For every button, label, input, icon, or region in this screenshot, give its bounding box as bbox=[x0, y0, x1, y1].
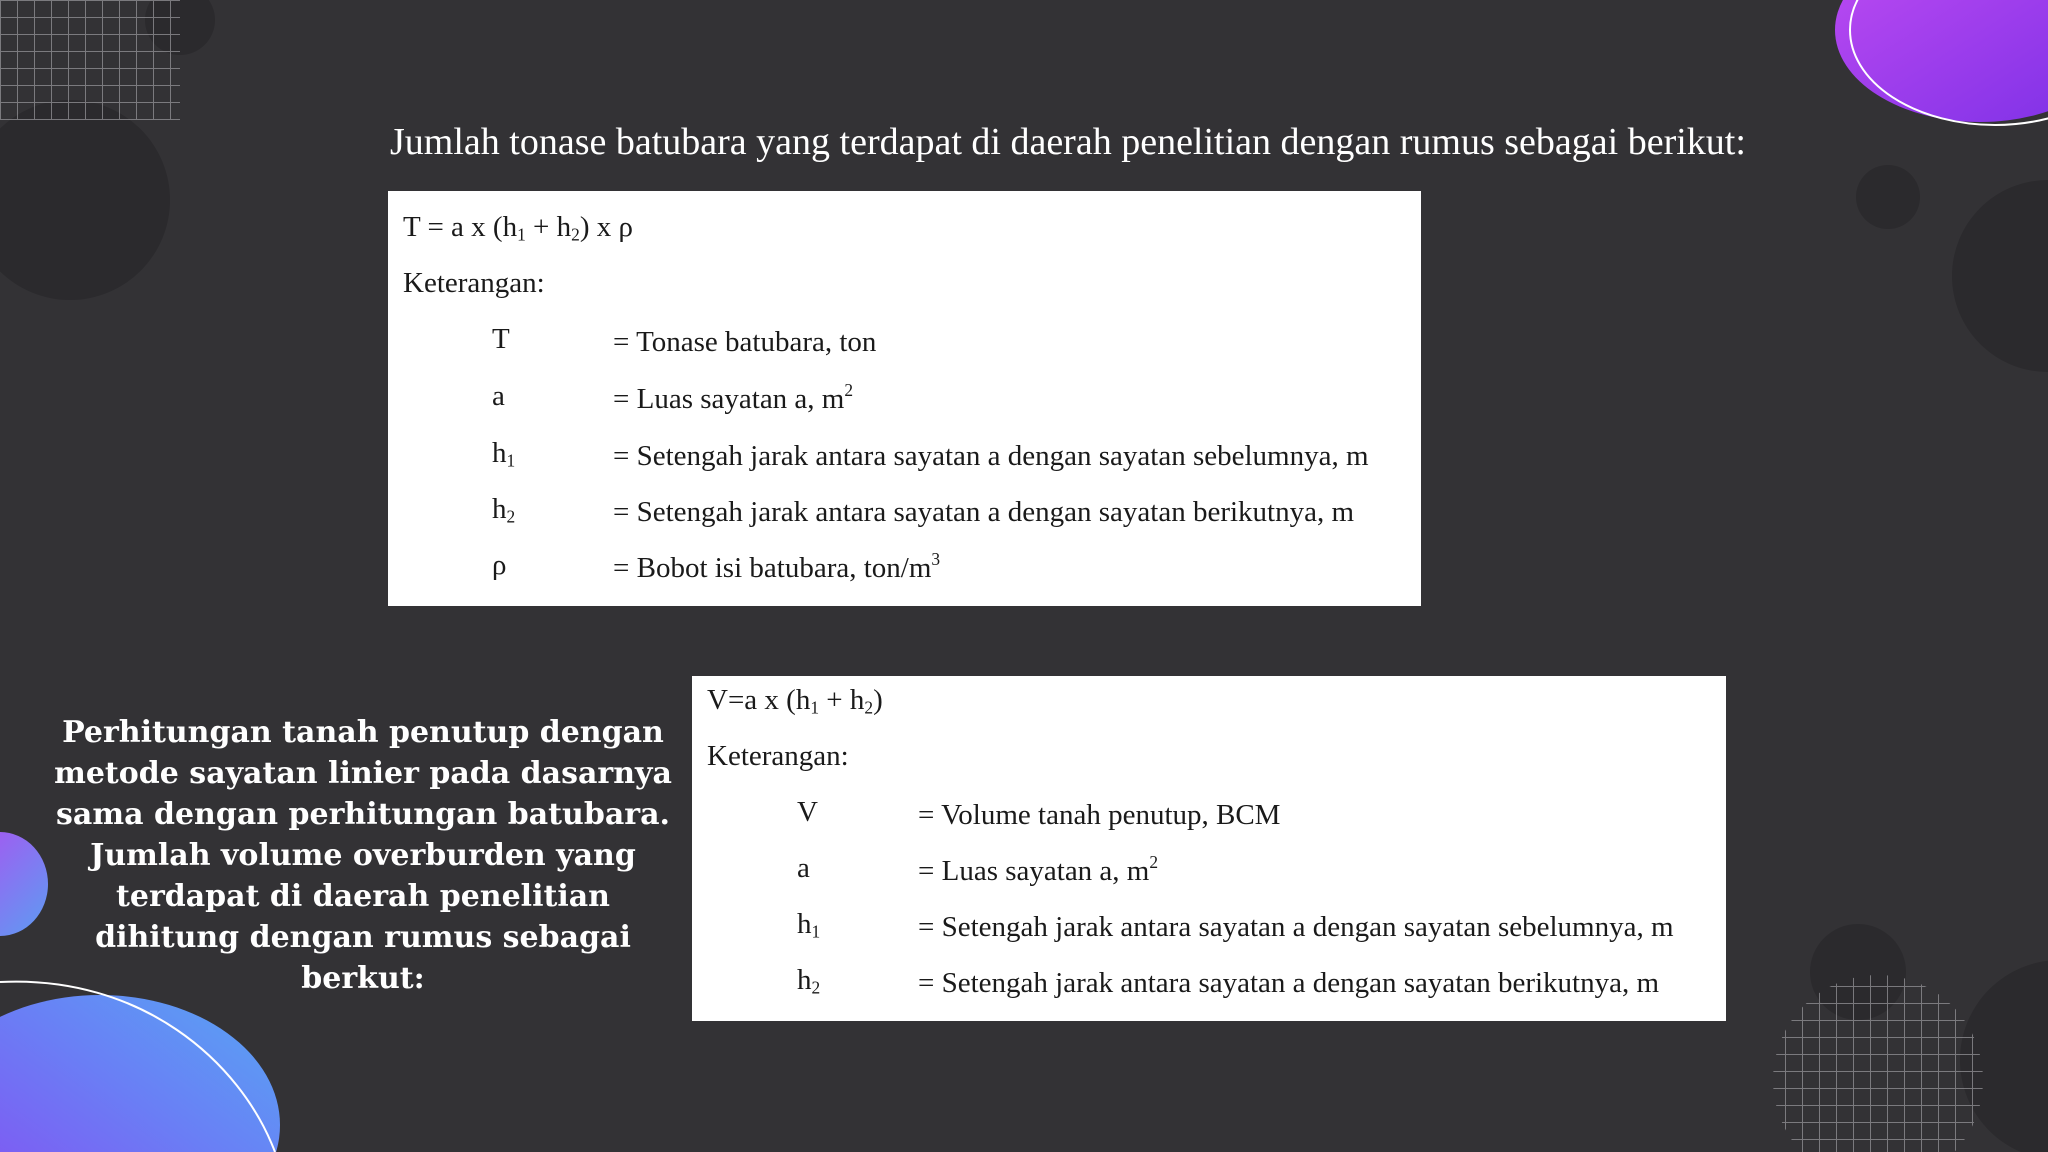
legend-definition: = Luas sayatan a, $m^2$ bbox=[918, 852, 1159, 888]
gradient-blob-decoration bbox=[0, 832, 48, 936]
coal-tonnage-formula-box bbox=[388, 191, 1421, 606]
dark-circle-decoration bbox=[1952, 180, 2048, 372]
tonnage-formula: T = a x $(h_1 + h_2)$ x ρ bbox=[403, 211, 633, 245]
legend-definition: = Luas sayatan a, $m^2$ bbox=[613, 380, 854, 416]
legend-definition: = Setengah jarak antara sayatan a dengan sayatan sebelumnya, m bbox=[918, 911, 1674, 944]
legend-symbol: $h_1$ bbox=[797, 908, 821, 942]
overburden-description: Perhitungan tanah penutup dengan metode sayatan linier pada dasarnya sama dengan perhitungan batubara. Jumlah volume overburden yang terdapat di daerah penelitian dihitung dengan rumus sebagai berkut: bbox=[54, 715, 672, 996]
legend-definition: = Volume tanah penutup, BCM bbox=[918, 799, 1281, 832]
legend-symbol: $h_1$ bbox=[492, 437, 516, 471]
legend-definition: = Setengah jarak antara sayatan a dengan sayatan sebelumnya, m bbox=[613, 440, 1369, 473]
legend-symbol: a bbox=[797, 852, 810, 884]
keterangan-label: Keterangan: bbox=[403, 267, 545, 299]
legend-definition: = Tonase batubara, ton bbox=[613, 326, 877, 359]
legend-symbol: $h_2$ bbox=[797, 964, 821, 998]
overburden-volume-formula-box bbox=[692, 676, 1726, 1021]
legend-symbol: V bbox=[797, 796, 818, 828]
grid-pattern-decoration bbox=[1773, 975, 1983, 1152]
volume-formula: V=a x $(h_1 + h_2)$ bbox=[707, 684, 883, 718]
legend-definition: = Bobot isi batubara, ton/$m^3$ bbox=[613, 549, 941, 585]
gradient-blob-decoration bbox=[0, 995, 280, 1152]
legend-symbol: a bbox=[492, 380, 505, 412]
dark-circle-decoration bbox=[0, 100, 170, 300]
dark-circle-decoration bbox=[1856, 165, 1920, 229]
legend-definition: = Setengah jarak antara sayatan a dengan sayatan berikutnya, m bbox=[918, 967, 1660, 1000]
keterangan-label: Keterangan: bbox=[707, 740, 849, 772]
legend-symbol: $h_2$ bbox=[492, 493, 516, 527]
legend-symbol: ρ bbox=[492, 549, 507, 581]
page-heading: Jumlah tonase batubara yang terdapat di daerah penelitian dengan rumus sebagai berikut: bbox=[390, 121, 1746, 163]
grid-pattern-decoration bbox=[0, 0, 180, 120]
legend-definition: = Setengah jarak antara sayatan a dengan sayatan berikutnya, m bbox=[613, 496, 1355, 529]
legend-symbol: T bbox=[492, 323, 510, 355]
purple-blob-decoration bbox=[1835, 0, 2048, 122]
